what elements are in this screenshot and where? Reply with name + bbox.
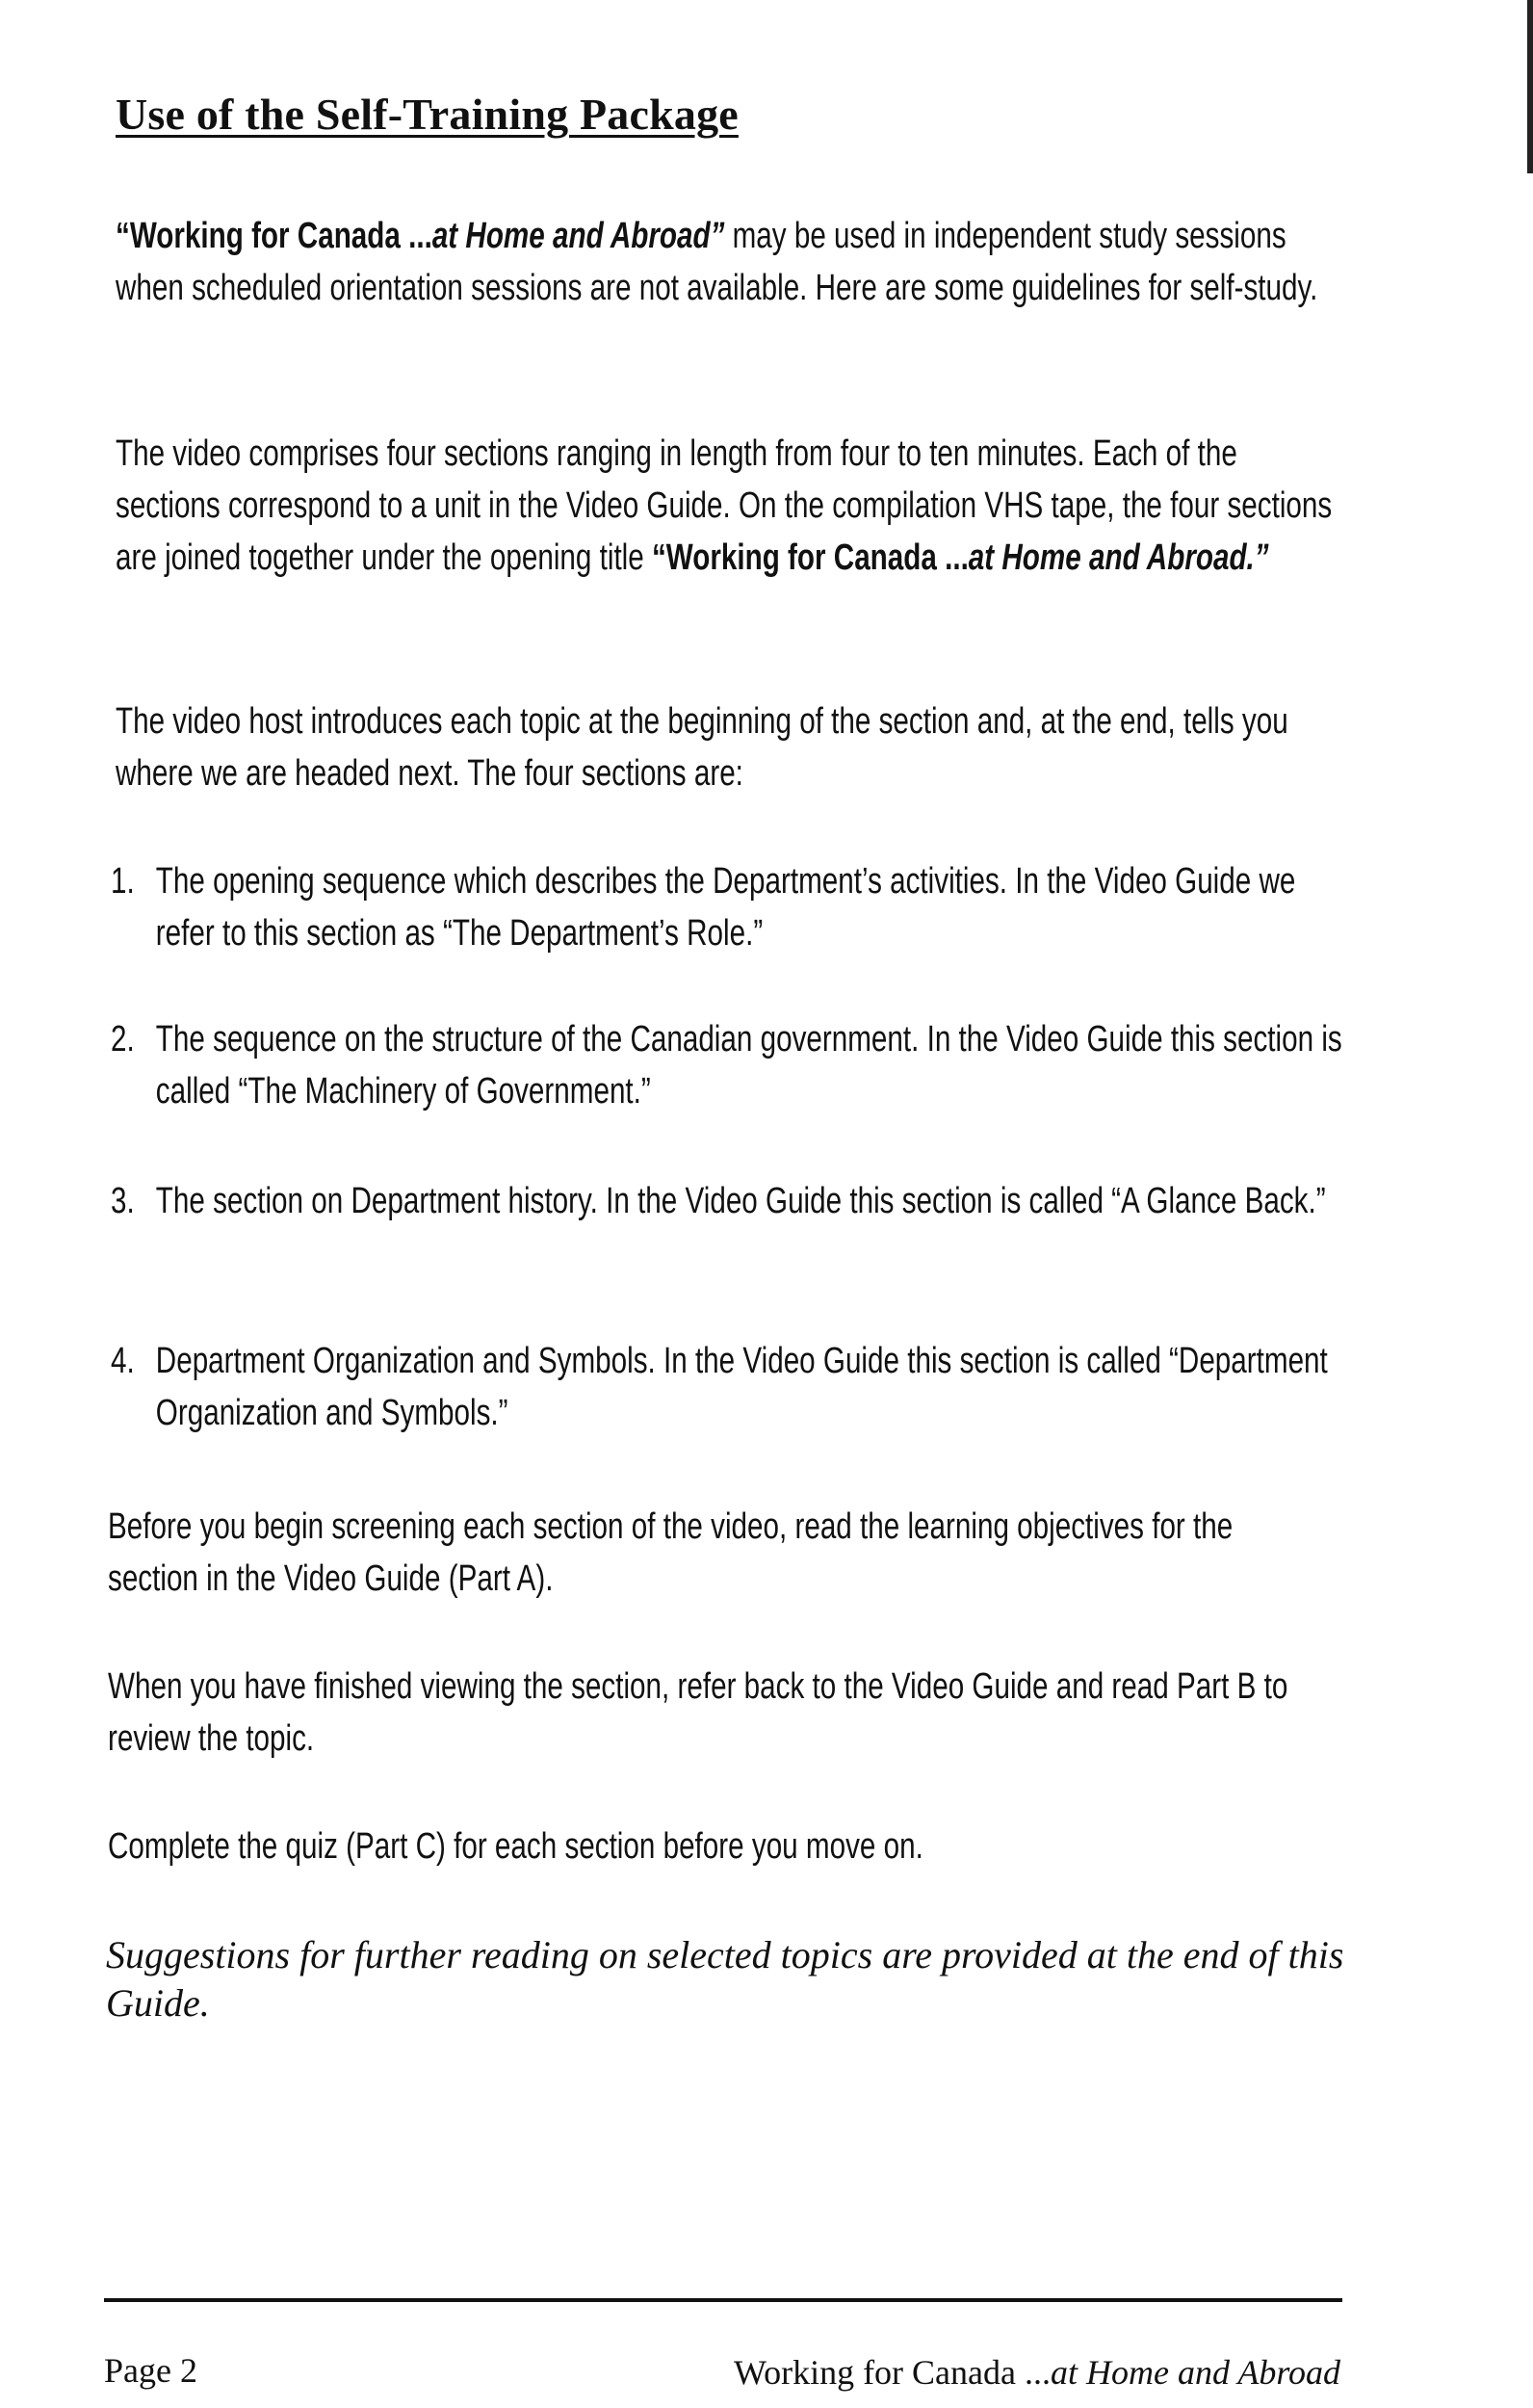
video-close-quote: ”: [1254, 537, 1269, 578]
footer-title: [734, 2352, 1340, 2393]
after-paragraph: When you have finished viewing the section, refer back to the Video Guide and read Part B to review the topic.: [108, 1666, 1288, 1759]
intro-paragraph: [116, 210, 1333, 314]
page-heading: Use of the Self-Training Package: [116, 90, 739, 139]
intro-rest: may be used in independent study sessions when scheduled orientation sessions are not available. Here are some guidelines for self-study.: [116, 216, 1318, 308]
footer-rule: [104, 2298, 1342, 2302]
video-open-quote: “: [651, 537, 666, 578]
footer-title-italic: at Home and Abroad: [1051, 2353, 1340, 2392]
intro-title-bold: Working for Canada ...: [129, 216, 432, 256]
list-number: 1.: [111, 861, 135, 902]
video-title-italic: at Home and Abroad.: [968, 537, 1255, 578]
quiz-paragraph: Complete the quiz (Part C) for each section before you move on.: [108, 1826, 923, 1867]
page-number: Page 2: [104, 2351, 197, 2390]
video-title-bold: Working for Canada ...: [665, 537, 969, 578]
further-reading-note: Suggestions for further reading on selected topics are provided at the end of this Guide.: [106, 1933, 1344, 2025]
section-list-item-1: [111, 855, 1358, 959]
intro-close-quote: ”: [710, 216, 725, 256]
section-list-item-2: [111, 1013, 1358, 1117]
list-number: 4.: [111, 1341, 135, 1381]
before-paragraph: Before you begin screening each section of the video, read the learning objectives for the section in the Video Guide (Part A).: [108, 1506, 1234, 1599]
list-number: 3.: [111, 1181, 135, 1221]
scan-edge-mark: [1527, 0, 1533, 173]
intro-title-italic: at Home and Abroad: [431, 216, 711, 256]
list-text: The section on Department history. In the Video Guide this section is called “A Glance Back.”: [155, 1181, 1326, 1221]
host-paragraph: The video host introduces each topic at the beginning of the section and, at the end, tells you where we are headed next. The four sections are:: [116, 701, 1288, 794]
list-number: 2.: [111, 1019, 135, 1060]
video-text: The video comprises four sections ranging in length from four to ten minutes. Each of the sections correspond to a unit in the Video Guide. On the compilation VHS tape, the four sections are joined together under the opening title: [116, 433, 1333, 578]
list-text: Department Organization and Symbols. In the Video Guide this section is called “Department Organization and Symbols.”: [155, 1341, 1328, 1433]
video-paragraph: [116, 428, 1333, 584]
section-list-item-3: [111, 1175, 1358, 1227]
list-text: The opening sequence which describes the Department’s activities. In the Video Guide we refer to this section as “The Department’s Role.”: [155, 861, 1296, 954]
section-list-item-4: [111, 1335, 1358, 1439]
intro-open-quote: “: [116, 216, 130, 256]
list-text: The sequence on the structure of the Canadian government. In the Video Guide this section is called “The Machinery of Government.”: [155, 1019, 1342, 1112]
footer-title-plain: Working for Canada ...: [733, 2353, 1051, 2392]
